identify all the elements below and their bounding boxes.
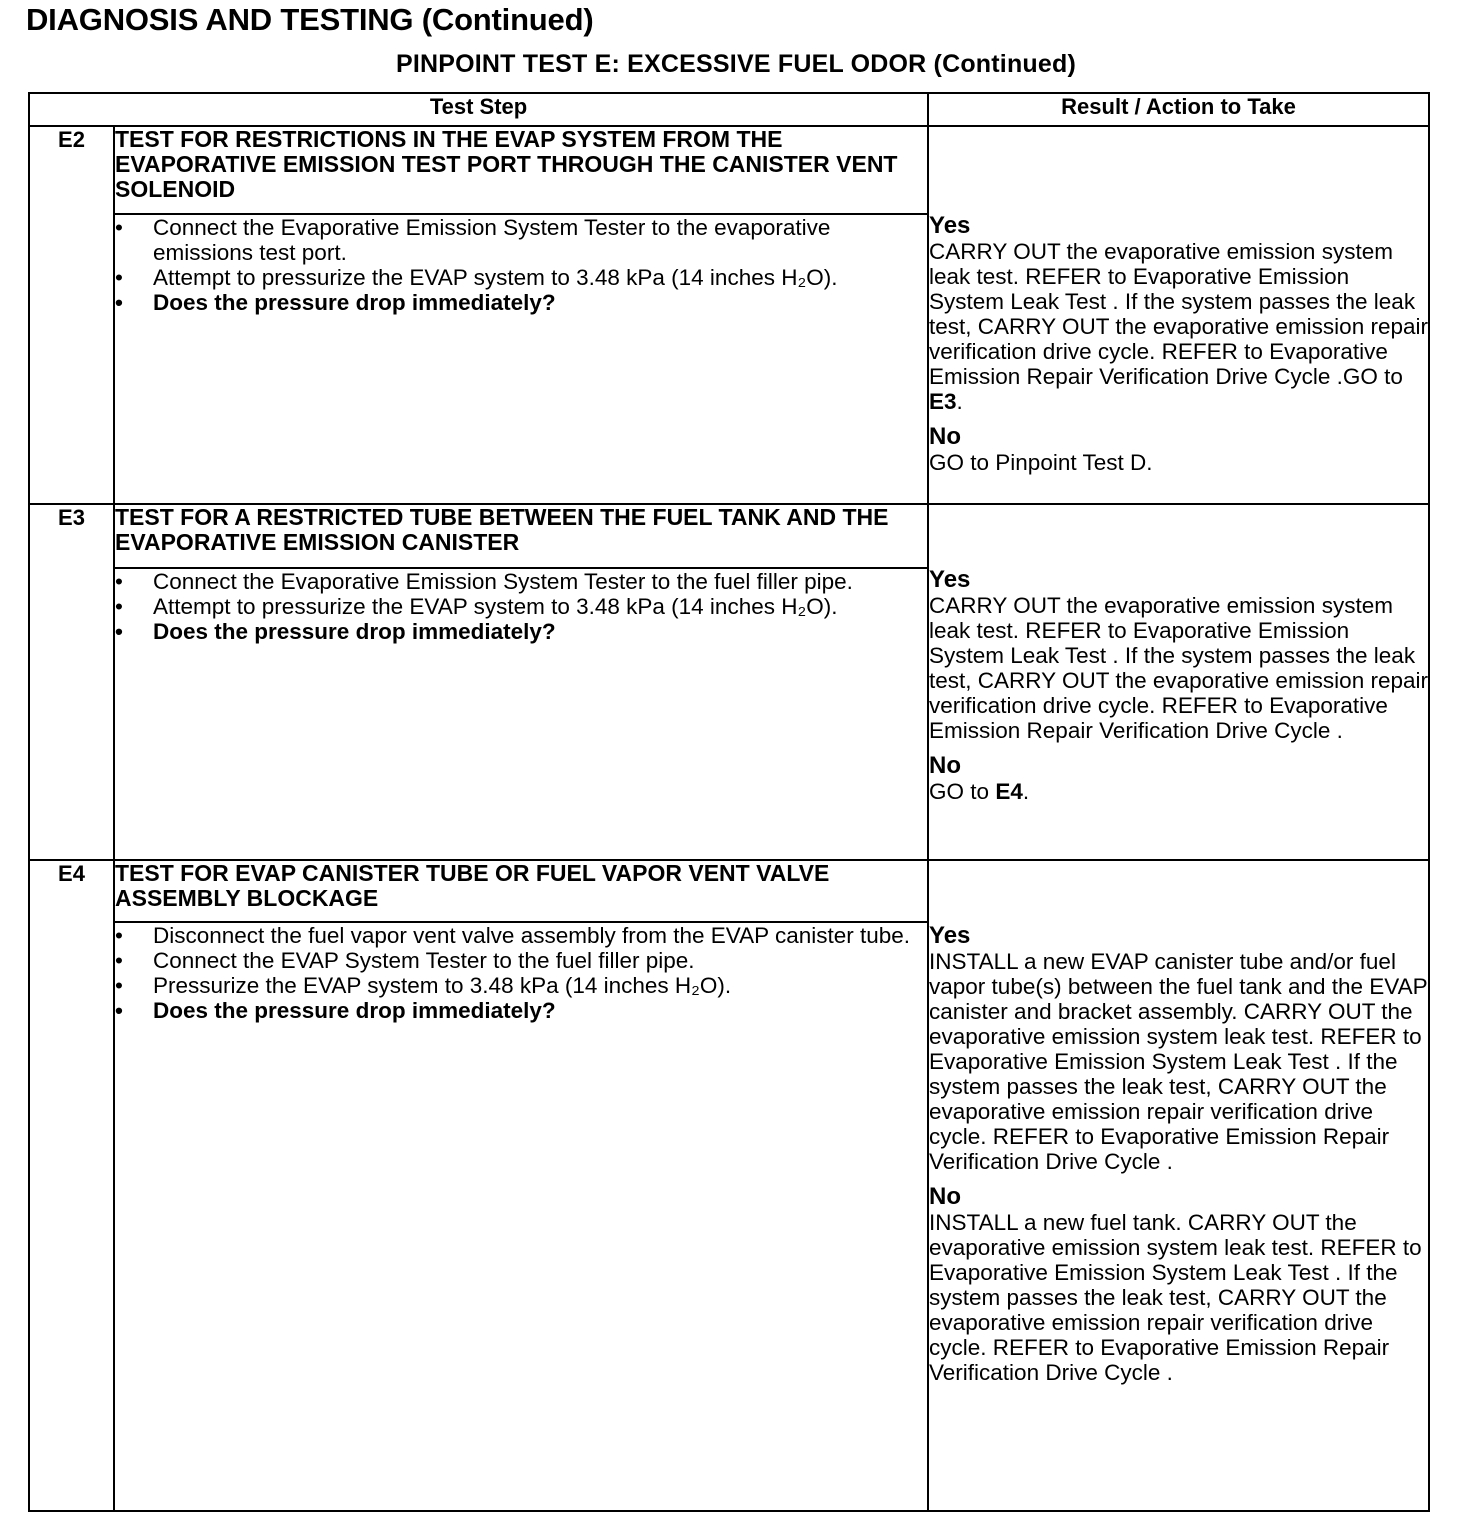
pinpoint-test-table	[28, 92, 1430, 1512]
no-text: GO to E4.	[929, 779, 1030, 804]
result-cell	[928, 126, 1429, 504]
yes-label: Yes	[929, 922, 971, 949]
result-yes	[929, 213, 1428, 414]
list-item: • Connect the Evaporative Emission System Tester to the evaporative emissions test port.	[115, 215, 831, 265]
step-row-e3-heading	[29, 504, 1429, 568]
no-label: No	[929, 1183, 962, 1210]
list-item: • Disconnect the fuel vapor vent valve assembly from the EVAP canister tube.	[115, 923, 911, 948]
step-id: E2	[29, 126, 114, 214]
step-title: TEST FOR RESTRICTIONS IN THE EVAP SYSTEM FROM THE EVAPORATIVE EMISSION TEST PORT THROUGH THE CANISTER VENT SOLENOID	[114, 126, 928, 214]
result-cell	[928, 860, 1429, 1511]
goto-step-link: E3	[929, 389, 957, 414]
step-title: TEST FOR A RESTRICTED TUBE BETWEEN THE FUEL TANK AND THE EVAPORATIVE EMISSION CANISTER	[114, 504, 928, 568]
result-yes	[929, 567, 1428, 743]
yes-label: Yes	[929, 566, 971, 593]
list-item: • Pressurize the EVAP system to 3.48 kPa (14 inches H₂O).	[115, 973, 732, 998]
list-item: • Connect the Evaporative Emission System Tester to the fuel filler pipe.	[115, 569, 853, 594]
no-label: No	[929, 423, 962, 450]
no-label: No	[929, 752, 962, 779]
yes-text: CARRY OUT the evaporative emission system leak test. REFER to Evaporative Emission System Leak Test . If the system passes the leak test, CARRY OUT the evaporative emission repair verification drive cycle. REFER to Evaporative Emission Repair Verification Drive Cycle .GO to E3.	[929, 239, 1428, 414]
list-item: • Attempt to pressurize the EVAP system to 3.48 kPa (14 inches H₂O).	[115, 265, 838, 290]
goto-step-link: E4	[995, 779, 1023, 804]
list-item: • Attempt to pressurize the EVAP system to 3.48 kPa (14 inches H₂O).	[115, 594, 838, 619]
step-bullets	[114, 214, 928, 504]
result-no	[929, 1184, 1428, 1385]
column-header-result: Result / Action to Take	[928, 93, 1429, 126]
page-heading: DIAGNOSIS AND TESTING (Continued)	[26, 2, 594, 37]
step-row-e4-heading	[29, 860, 1429, 922]
yes-text: CARRY OUT the evaporative emission system leak test. REFER to Evaporative Emission System Leak Test . If the system passes the leak test, CARRY OUT the evaporative emission repair verification drive cycle. REFER to Evaporative Emission Repair Verification Drive Cycle .	[929, 593, 1428, 743]
yes-label: Yes	[929, 212, 971, 239]
pinpoint-test-title: PINPOINT TEST E: EXCESSIVE FUEL ODOR (Continued)	[395, 50, 1076, 78]
step-row-e2-heading	[29, 126, 1429, 214]
no-text: INSTALL a new fuel tank. CARRY OUT the evaporative emission system leak test. REFER to Evaporative Emission System Leak Test . If the system passes the leak test, CARRY OUT the evaporative emission repair verification drive cycle. REFER to Evaporative Emission Repair Verification Drive Cycle .	[929, 1210, 1422, 1385]
step-id: E3	[29, 504, 114, 568]
step-bullets	[114, 568, 928, 860]
yes-text: INSTALL a new EVAP canister tube and/or fuel vapor tube(s) between the fuel tank and the EVAP canister and bracket assembly. CARRY OUT the evaporative emission system leak test. REFER to Evaporative Emission System Leak Test . If the system passes the leak test, CARRY OUT the evaporative emission repair verification drive cycle. REFER to Evaporative Emission Repair Verification Drive Cycle .	[929, 949, 1428, 1174]
result-no	[929, 424, 1428, 475]
no-text: GO to Pinpoint Test D.	[929, 450, 1153, 475]
step-id: E4	[29, 860, 114, 922]
step-title: TEST FOR EVAP CANISTER TUBE OR FUEL VAPOR VENT VALVE ASSEMBLY BLOCKAGE	[114, 860, 928, 922]
list-item: • Does the pressure drop immediately?	[115, 619, 556, 644]
column-header-test-step: Test Step	[29, 93, 928, 126]
result-yes	[929, 923, 1428, 1174]
step-bullets	[114, 922, 928, 1511]
list-item: • Does the pressure drop immediately?	[115, 290, 556, 315]
list-item: • Connect the EVAP System Tester to the fuel filler pipe.	[115, 948, 695, 973]
result-no	[929, 753, 1428, 804]
result-cell	[928, 504, 1429, 860]
list-item: • Does the pressure drop immediately?	[115, 998, 556, 1023]
